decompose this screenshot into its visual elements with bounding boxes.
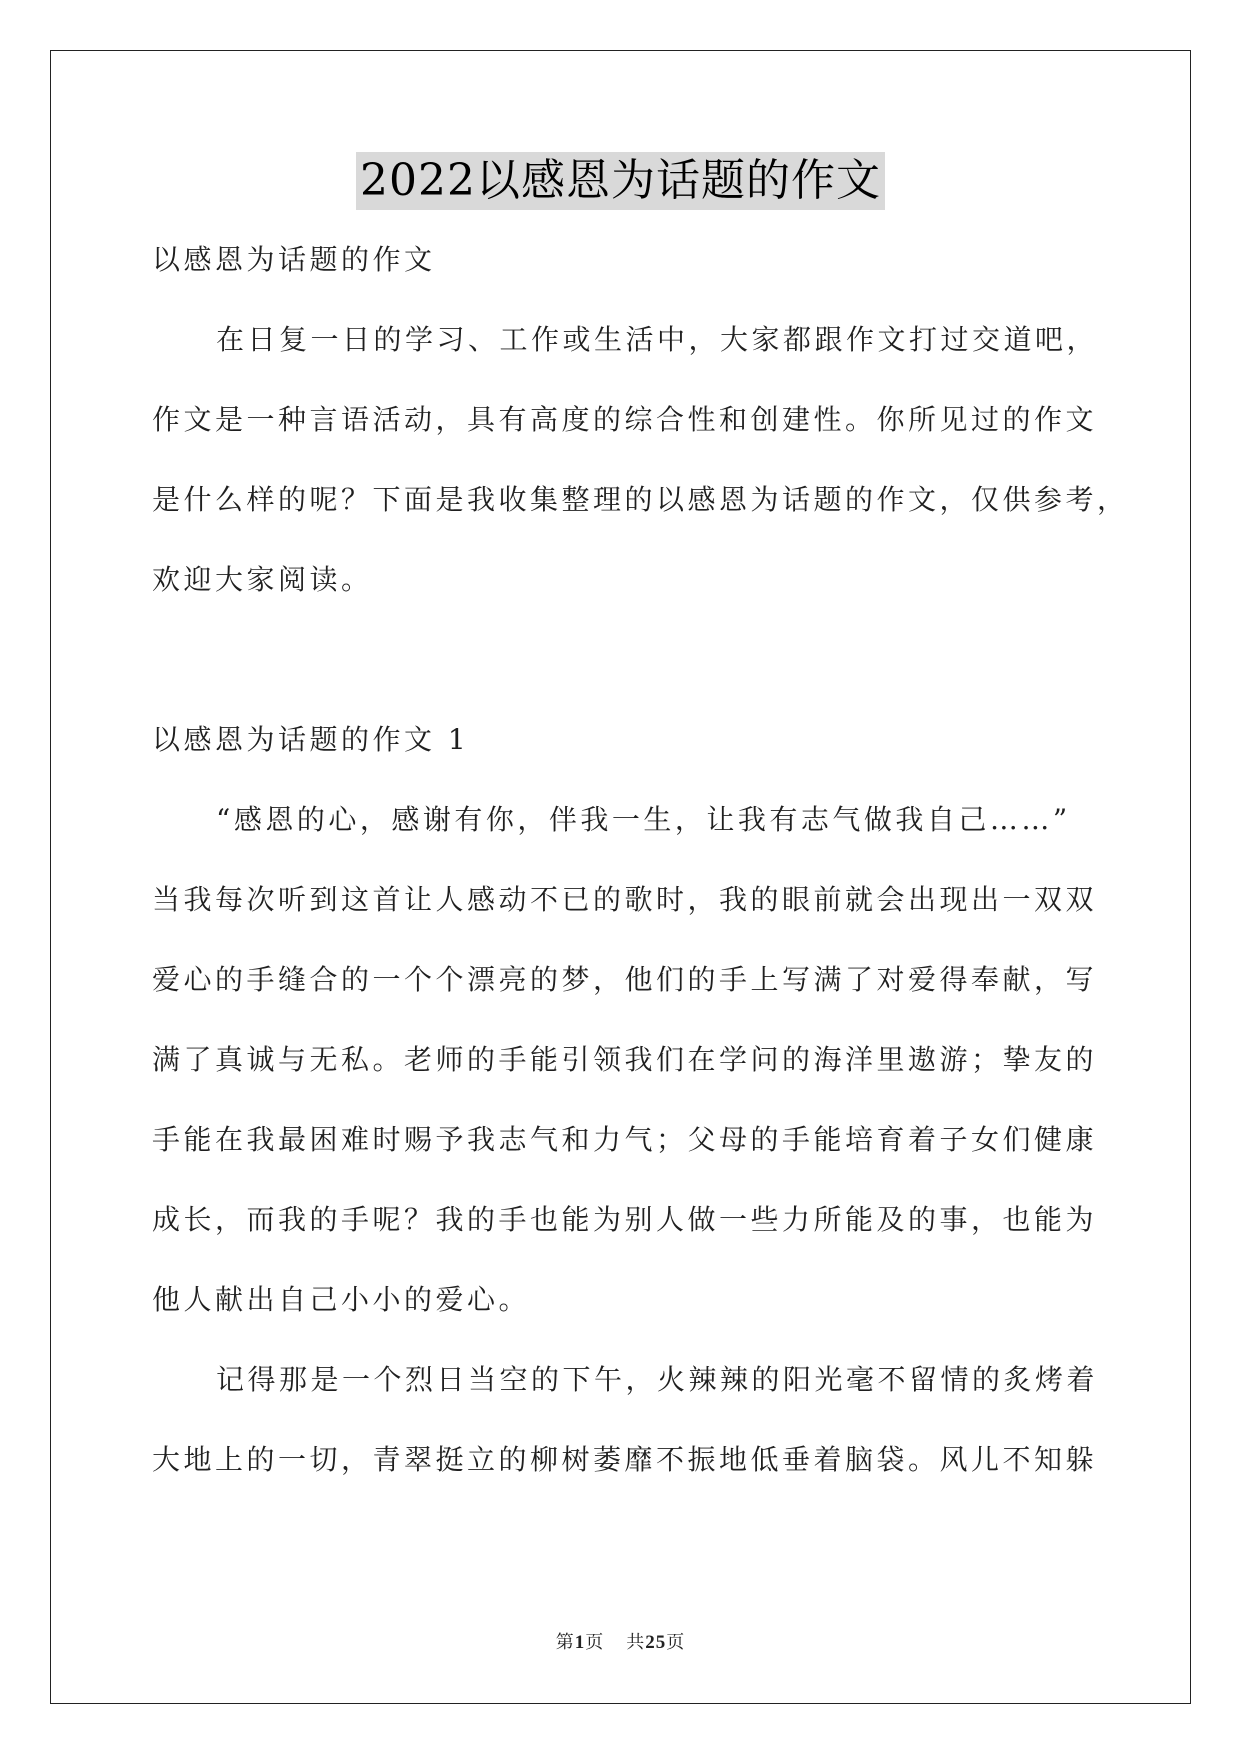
intro-line: 在日复一日的学习、工作或生活中，大家都跟作文打过交道吧，	[216, 323, 1099, 356]
section-line: 满了真诚与无私。老师的手能引领我们在学问的海洋里遨游；挚友的	[152, 1043, 1098, 1076]
document-title: 2022以感恩为话题的作文	[356, 152, 885, 210]
intro-line: 作文是一种言语活动，具有高度的综合性和创建性。你所见过的作文	[152, 403, 1098, 436]
total-prefix: 共	[626, 1632, 646, 1653]
paragraph-line: 记得那是一个烈日当空的下午，火辣辣的阳光毫不留情的炙烤着	[216, 1363, 1099, 1396]
section-line: 爱心的手缝合的一个个漂亮的梦，他们的手上写满了对爱得奉献，写	[152, 963, 1098, 996]
page-total: 25	[645, 1632, 667, 1653]
intro-line: 是什么样的呢？下面是我收集整理的以感恩为话题的作文，仅供参考，	[152, 483, 1129, 516]
intro-line: 欢迎大家阅读。	[152, 563, 373, 596]
paragraph-line: 大地上的一切，青翠挺立的柳树萎靡不振地低垂着脑袋。风儿不知躲	[152, 1443, 1098, 1476]
page-number: 1	[574, 1632, 586, 1653]
section-heading: 以感恩为话题的作文 1	[152, 723, 470, 756]
section-line: 手能在我最困难时赐予我志气和力气；父母的手能培育着子女们健康	[152, 1123, 1098, 1156]
total-unit: 页	[666, 1632, 686, 1653]
page-footer	[0, 1628, 1241, 1654]
blank-line	[152, 632, 1092, 712]
section-line: 当我每次听到这首让人感动不已的歌时，我的眼前就会出现出一双双	[152, 883, 1098, 916]
section-line: “感恩的心，感谢有你，伴我一生，让我有志气做我自己……”	[216, 803, 1071, 836]
document-body	[152, 232, 1129, 1512]
subheading: 以感恩为话题的作文	[152, 243, 436, 276]
section-line: 他人献出自己小小的爱心。	[152, 1283, 531, 1316]
page-unit: 页	[585, 1632, 605, 1653]
page-prefix: 第	[555, 1632, 575, 1653]
title-wrap	[0, 152, 1241, 210]
section-line: 成长，而我的手呢？我的手也能为别人做一些力所能及的事，也能为	[152, 1203, 1098, 1236]
